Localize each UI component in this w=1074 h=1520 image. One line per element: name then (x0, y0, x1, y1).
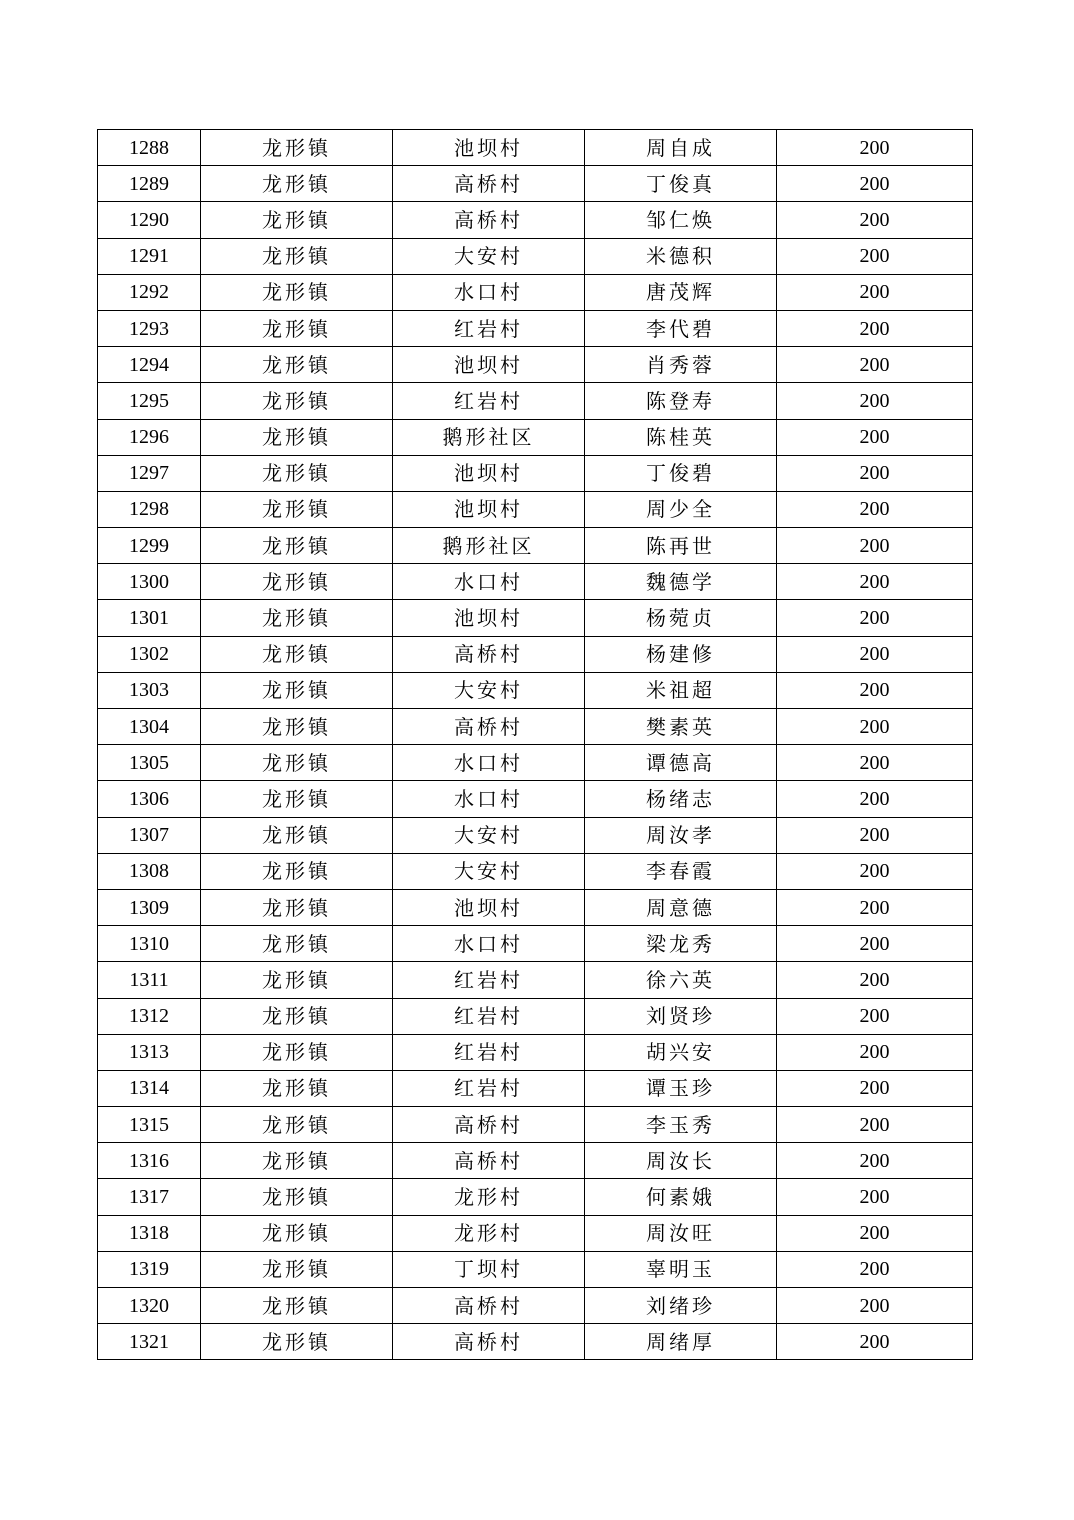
roster-table (97, 129, 973, 1360)
amount-cell: 200 (777, 491, 973, 527)
person-name-cell: 何素娥 (585, 1179, 777, 1215)
amount-cell: 200 (777, 130, 973, 166)
town-cell: 龙形镇 (201, 528, 393, 564)
serial-number-cell: 1312 (98, 998, 201, 1034)
village-cell: 红岩村 (393, 1070, 585, 1106)
village-cell: 丁坝村 (393, 1251, 585, 1287)
serial-number-cell: 1297 (98, 455, 201, 491)
village-cell: 高桥村 (393, 1143, 585, 1179)
person-name-cell: 丁俊碧 (585, 455, 777, 491)
village-cell: 龙形村 (393, 1179, 585, 1215)
village-cell: 水口村 (393, 781, 585, 817)
person-name-cell: 杨建修 (585, 636, 777, 672)
serial-number-cell: 1305 (98, 745, 201, 781)
person-name-cell: 周汝孝 (585, 817, 777, 853)
amount-cell: 200 (777, 1251, 973, 1287)
table-row (98, 274, 973, 310)
serial-number-cell: 1313 (98, 1034, 201, 1070)
person-name-cell: 周汝长 (585, 1143, 777, 1179)
village-cell: 池坝村 (393, 889, 585, 925)
village-cell: 红岩村 (393, 383, 585, 419)
amount-cell: 200 (777, 600, 973, 636)
person-name-cell: 李玉秀 (585, 1107, 777, 1143)
serial-number-cell: 1299 (98, 528, 201, 564)
town-cell: 龙形镇 (201, 1324, 393, 1360)
village-cell: 池坝村 (393, 455, 585, 491)
village-cell: 红岩村 (393, 1034, 585, 1070)
person-name-cell: 陈再世 (585, 528, 777, 564)
table-row (98, 491, 973, 527)
table-row (98, 600, 973, 636)
amount-cell: 200 (777, 202, 973, 238)
table-row (98, 817, 973, 853)
village-cell: 高桥村 (393, 636, 585, 672)
amount-cell: 200 (777, 1215, 973, 1251)
town-cell: 龙形镇 (201, 202, 393, 238)
serial-number-cell: 1291 (98, 238, 201, 274)
village-cell: 池坝村 (393, 130, 585, 166)
table-row (98, 781, 973, 817)
village-cell: 池坝村 (393, 347, 585, 383)
village-cell: 高桥村 (393, 1288, 585, 1324)
town-cell: 龙形镇 (201, 310, 393, 346)
village-cell: 大安村 (393, 238, 585, 274)
village-cell: 水口村 (393, 274, 585, 310)
town-cell: 龙形镇 (201, 274, 393, 310)
serial-number-cell: 1317 (98, 1179, 201, 1215)
table-row (98, 564, 973, 600)
serial-number-cell: 1320 (98, 1288, 201, 1324)
table-row (98, 528, 973, 564)
table-row (98, 1107, 973, 1143)
table-row (98, 455, 973, 491)
serial-number-cell: 1311 (98, 962, 201, 998)
village-cell: 水口村 (393, 564, 585, 600)
village-cell: 高桥村 (393, 1324, 585, 1360)
serial-number-cell: 1298 (98, 491, 201, 527)
serial-number-cell: 1309 (98, 889, 201, 925)
person-name-cell: 胡兴安 (585, 1034, 777, 1070)
village-cell: 大安村 (393, 853, 585, 889)
amount-cell: 200 (777, 889, 973, 925)
table-row (98, 853, 973, 889)
serial-number-cell: 1310 (98, 926, 201, 962)
table-row (98, 962, 973, 998)
village-cell: 大安村 (393, 672, 585, 708)
amount-cell: 200 (777, 636, 973, 672)
amount-cell: 200 (777, 347, 973, 383)
table-row (98, 383, 973, 419)
town-cell: 龙形镇 (201, 1215, 393, 1251)
table-row (98, 709, 973, 745)
person-name-cell: 魏德学 (585, 564, 777, 600)
table-row (98, 347, 973, 383)
village-cell: 红岩村 (393, 310, 585, 346)
village-cell: 红岩村 (393, 998, 585, 1034)
table-row (98, 166, 973, 202)
table-row (98, 1034, 973, 1070)
village-cell: 鹅形社区 (393, 528, 585, 564)
serial-number-cell: 1316 (98, 1143, 201, 1179)
table-row (98, 202, 973, 238)
town-cell: 龙形镇 (201, 636, 393, 672)
person-name-cell: 杨菀贞 (585, 600, 777, 636)
person-name-cell: 徐六英 (585, 962, 777, 998)
town-cell: 龙形镇 (201, 853, 393, 889)
serial-number-cell: 1319 (98, 1251, 201, 1287)
town-cell: 龙形镇 (201, 564, 393, 600)
table-row (98, 310, 973, 346)
table-row (98, 745, 973, 781)
amount-cell: 200 (777, 1107, 973, 1143)
town-cell: 龙形镇 (201, 238, 393, 274)
roster-table-body (98, 130, 973, 1360)
town-cell: 龙形镇 (201, 1034, 393, 1070)
serial-number-cell: 1292 (98, 274, 201, 310)
table-row (98, 636, 973, 672)
town-cell: 龙形镇 (201, 998, 393, 1034)
serial-number-cell: 1295 (98, 383, 201, 419)
village-cell: 水口村 (393, 926, 585, 962)
town-cell: 龙形镇 (201, 781, 393, 817)
amount-cell: 200 (777, 1070, 973, 1106)
village-cell: 池坝村 (393, 491, 585, 527)
table-row (98, 1143, 973, 1179)
town-cell: 龙形镇 (201, 672, 393, 708)
person-name-cell: 周汝旺 (585, 1215, 777, 1251)
village-cell: 池坝村 (393, 600, 585, 636)
amount-cell: 200 (777, 238, 973, 274)
amount-cell: 200 (777, 1288, 973, 1324)
person-name-cell: 周绪厚 (585, 1324, 777, 1360)
serial-number-cell: 1307 (98, 817, 201, 853)
table-row (98, 672, 973, 708)
amount-cell: 200 (777, 709, 973, 745)
village-cell: 龙形村 (393, 1215, 585, 1251)
amount-cell: 200 (777, 383, 973, 419)
town-cell: 龙形镇 (201, 130, 393, 166)
serial-number-cell: 1304 (98, 709, 201, 745)
town-cell: 龙形镇 (201, 745, 393, 781)
town-cell: 龙形镇 (201, 491, 393, 527)
amount-cell: 200 (777, 672, 973, 708)
amount-cell: 200 (777, 419, 973, 455)
serial-number-cell: 1314 (98, 1070, 201, 1106)
amount-cell: 200 (777, 998, 973, 1034)
person-name-cell: 李代碧 (585, 310, 777, 346)
table-row (98, 998, 973, 1034)
town-cell: 龙形镇 (201, 962, 393, 998)
town-cell: 龙形镇 (201, 1179, 393, 1215)
table-row (98, 419, 973, 455)
village-cell: 高桥村 (393, 709, 585, 745)
town-cell: 龙形镇 (201, 1288, 393, 1324)
amount-cell: 200 (777, 310, 973, 346)
person-name-cell: 刘贤珍 (585, 998, 777, 1034)
amount-cell: 200 (777, 1324, 973, 1360)
table-row (98, 1215, 973, 1251)
serial-number-cell: 1290 (98, 202, 201, 238)
table-row (98, 238, 973, 274)
serial-number-cell: 1296 (98, 419, 201, 455)
amount-cell: 200 (777, 926, 973, 962)
village-cell: 高桥村 (393, 166, 585, 202)
amount-cell: 200 (777, 1143, 973, 1179)
person-name-cell: 邹仁焕 (585, 202, 777, 238)
person-name-cell: 樊素英 (585, 709, 777, 745)
town-cell: 龙形镇 (201, 347, 393, 383)
person-name-cell: 辜明玉 (585, 1251, 777, 1287)
person-name-cell: 米德积 (585, 238, 777, 274)
amount-cell: 200 (777, 274, 973, 310)
serial-number-cell: 1300 (98, 564, 201, 600)
town-cell: 龙形镇 (201, 1107, 393, 1143)
table-row (98, 130, 973, 166)
person-name-cell: 周少全 (585, 491, 777, 527)
person-name-cell: 陈登寿 (585, 383, 777, 419)
serial-number-cell: 1303 (98, 672, 201, 708)
amount-cell: 200 (777, 564, 973, 600)
person-name-cell: 李春霞 (585, 853, 777, 889)
person-name-cell: 周意德 (585, 889, 777, 925)
town-cell: 龙形镇 (201, 1143, 393, 1179)
amount-cell: 200 (777, 1179, 973, 1215)
amount-cell: 200 (777, 745, 973, 781)
village-cell: 高桥村 (393, 1107, 585, 1143)
village-cell: 水口村 (393, 745, 585, 781)
serial-number-cell: 1315 (98, 1107, 201, 1143)
amount-cell: 200 (777, 962, 973, 998)
table-row (98, 926, 973, 962)
village-cell: 鹅形社区 (393, 419, 585, 455)
person-name-cell: 谭玉珍 (585, 1070, 777, 1106)
person-name-cell: 唐茂辉 (585, 274, 777, 310)
table-row (98, 1324, 973, 1360)
amount-cell: 200 (777, 528, 973, 564)
serial-number-cell: 1318 (98, 1215, 201, 1251)
table-row (98, 1179, 973, 1215)
person-name-cell: 梁龙秀 (585, 926, 777, 962)
serial-number-cell: 1294 (98, 347, 201, 383)
person-name-cell: 杨绪志 (585, 781, 777, 817)
town-cell: 龙形镇 (201, 166, 393, 202)
village-cell: 红岩村 (393, 962, 585, 998)
serial-number-cell: 1293 (98, 310, 201, 346)
amount-cell: 200 (777, 1034, 973, 1070)
town-cell: 龙形镇 (201, 1070, 393, 1106)
town-cell: 龙形镇 (201, 383, 393, 419)
table-row (98, 1251, 973, 1287)
village-cell: 高桥村 (393, 202, 585, 238)
town-cell: 龙形镇 (201, 600, 393, 636)
serial-number-cell: 1289 (98, 166, 201, 202)
town-cell: 龙形镇 (201, 817, 393, 853)
amount-cell: 200 (777, 455, 973, 491)
town-cell: 龙形镇 (201, 709, 393, 745)
amount-cell: 200 (777, 817, 973, 853)
serial-number-cell: 1301 (98, 600, 201, 636)
table-row (98, 889, 973, 925)
serial-number-cell: 1306 (98, 781, 201, 817)
person-name-cell: 陈桂英 (585, 419, 777, 455)
amount-cell: 200 (777, 781, 973, 817)
town-cell: 龙形镇 (201, 455, 393, 491)
town-cell: 龙形镇 (201, 1251, 393, 1287)
serial-number-cell: 1302 (98, 636, 201, 672)
serial-number-cell: 1288 (98, 130, 201, 166)
serial-number-cell: 1308 (98, 853, 201, 889)
amount-cell: 200 (777, 853, 973, 889)
person-name-cell: 丁俊真 (585, 166, 777, 202)
person-name-cell: 肖秀蓉 (585, 347, 777, 383)
person-name-cell: 刘绪珍 (585, 1288, 777, 1324)
person-name-cell: 谭德高 (585, 745, 777, 781)
town-cell: 龙形镇 (201, 889, 393, 925)
table-row (98, 1070, 973, 1106)
person-name-cell: 周自成 (585, 130, 777, 166)
serial-number-cell: 1321 (98, 1324, 201, 1360)
amount-cell: 200 (777, 166, 973, 202)
town-cell: 龙形镇 (201, 926, 393, 962)
person-name-cell: 米祖超 (585, 672, 777, 708)
village-cell: 大安村 (393, 817, 585, 853)
town-cell: 龙形镇 (201, 419, 393, 455)
table-row (98, 1288, 973, 1324)
